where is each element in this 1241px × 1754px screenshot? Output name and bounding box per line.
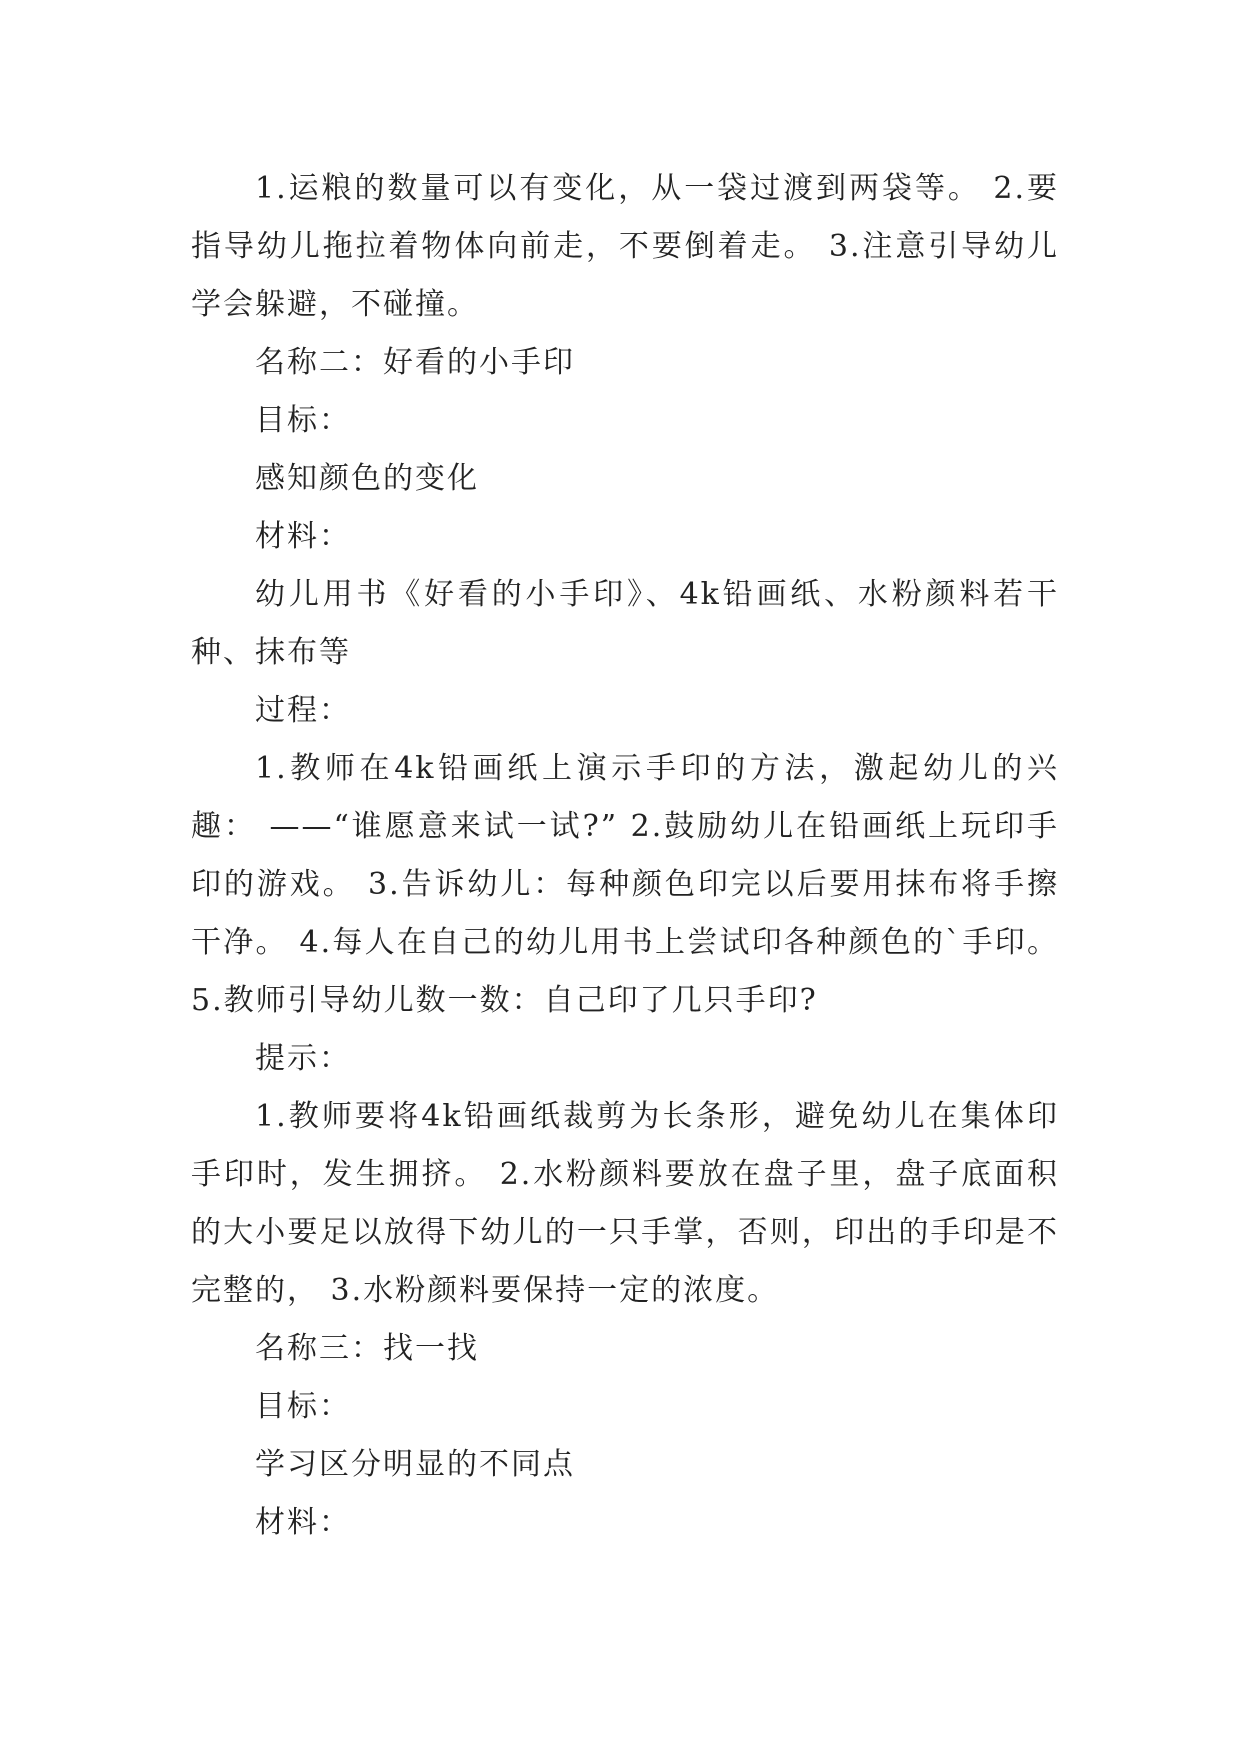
label-tips: 提示： (255, 1041, 351, 1076)
paragraph: 学习区分明显的不同点 (255, 1447, 575, 1482)
paragraph: 1.教师要将4k铅画纸裁剪为长条形，避免幼儿在集体印手印时，发生拥挤。 2.水粉颜料要放在盘子里，盘子底面积的大小要足以放得下幼儿的一只手掌，否则，印出的手印是不完整的， 3.水粉颜料要保持一定的浓度。 (191, 1099, 1059, 1308)
label-process: 过程： (255, 693, 351, 728)
label-goal: 目标： (255, 403, 351, 438)
paragraph: 1.教师在4k铅画纸上演示手印的方法，激起幼儿的兴趣： ——“谁愿意来试一试?” 2.鼓励幼儿在铅画纸上玩印手印的游戏。 3.告诉幼儿：每种颜色印完以后要用抹布将手擦干净。 4.每人在自己的幼儿用书上尝试印各种颜色的`手印。 5.教师引导幼儿数一数：自己印了几只手印? (191, 751, 1059, 1018)
label-goal: 目标： (255, 1389, 351, 1424)
paragraph: 感知颜色的变化 (255, 461, 479, 496)
label-materials: 材料： (255, 1505, 351, 1540)
paragraph: 1.运粮的数量可以有变化，从一袋过渡到两袋等。 2.要指导幼儿拖拉着物体向前走，不要倒着走。 3.注意引导幼儿学会躲避，不碰撞。 (191, 171, 1059, 322)
paragraph: 幼儿用书《好看的小手印》、4k铅画纸、水粉颜料若干种、抹布等 (191, 577, 1059, 670)
document-body (191, 160, 1059, 1552)
label-materials: 材料： (255, 519, 351, 554)
section-title: 名称三：找一找 (255, 1331, 479, 1366)
section-title: 名称二：好看的小手印 (255, 345, 575, 380)
